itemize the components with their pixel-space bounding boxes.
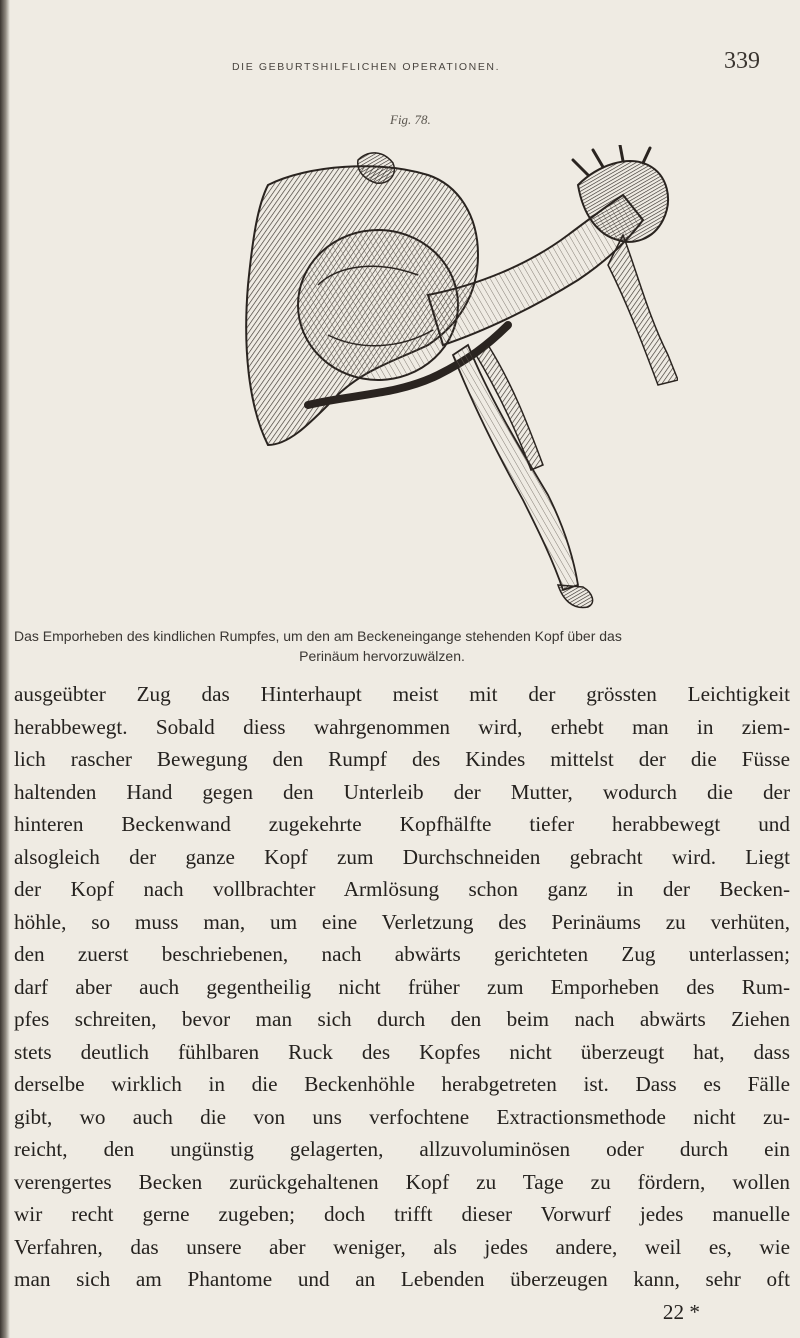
body-text <box>14 678 790 1328</box>
text-line: den zuerst beschriebenen, nach abwärts gerichteten Zug unterlassen; <box>14 942 790 966</box>
obstetric-illustration <box>228 145 678 615</box>
text-line: Verfahren, das unsere aber weniger, als jedes andere, weil es, wie <box>14 1234 790 1259</box>
signature-mark: 22 * <box>662 1299 700 1324</box>
figure-caption <box>14 626 790 666</box>
text-line: lich rascher Bewegung den Rumpf des Kindes mittelst der die Füsse <box>14 747 790 771</box>
text-line: pfes schreiten, bevor man sich durch den beim nach abwärts Ziehen <box>14 1007 790 1031</box>
page-number: 339 <box>724 48 760 74</box>
fetal-leg <box>453 345 578 590</box>
caption-line: Das Emporheben des kindlichen Rumpfes, um den am Beckeneingange stehenden Kopf über das <box>14 628 622 644</box>
text-line: verengertes Becken zurückgehaltenen Kopf zu Tage zu fördern, wollen <box>14 1169 790 1194</box>
text-line: hinteren Beckenwand zugekehrte Kopfhälfte tiefer herabbewegt und <box>14 812 790 836</box>
text-line: wir recht gerne zugeben; doch trifft dieser Vorwurf jedes manuelle <box>14 1202 790 1226</box>
text-line: alsogleich der ganze Kopf zum Durchschneiden gebracht wird. Liegt <box>14 844 790 869</box>
text-line: man sich am Phantome und an Lebenden überzeugen kann, sehr oft <box>14 1267 790 1291</box>
figure-label: Fig. 78. <box>390 112 431 127</box>
text-line: derselbe wirklich in die Beckenhöhle herabgetreten ist. Dass es Fälle <box>14 1072 790 1096</box>
caption-line: Perinäum hervorzuwälzen. <box>299 648 465 664</box>
fetal-foot <box>558 585 593 608</box>
running-title: DIE GEBURTSHILFLICHEN OPERATIONEN. <box>232 61 501 73</box>
operator-forearm <box>608 235 678 385</box>
text-line: stets deutlich fühlbaren Ruck des Kopfes nicht überzeugt hat, dass <box>14 1039 790 1064</box>
text-line: darf aber auch gegentheilig nicht früher zum Emporheben des Rum- <box>14 974 790 999</box>
book-spine-shadow <box>0 0 10 1338</box>
text-line: der Kopf nach vollbrachter Armlösung schon ganz in der Becken- <box>14 877 790 901</box>
text-line: haltenden Hand gegen den Unterleib der Mutter, wodurch die der <box>14 779 790 804</box>
text-line: gibt, wo auch die von uns verfochtene Extractionsmethode nicht zu- <box>14 1104 790 1129</box>
text-line: reicht, den ungünstig gelagerten, allzuvoluminösen oder durch ein <box>14 1137 790 1161</box>
text-line: ausgeübter Zug das Hinterhaupt meist mit der grössten Leichtigkeit <box>14 682 790 706</box>
text-line: herabbewegt. Sobald diess wahrgenommen wird, erhebt man in ziem- <box>14 714 790 739</box>
text-line: höhle, so muss man, um eine Verletzung des Perinäums zu verhüten, <box>14 909 790 934</box>
